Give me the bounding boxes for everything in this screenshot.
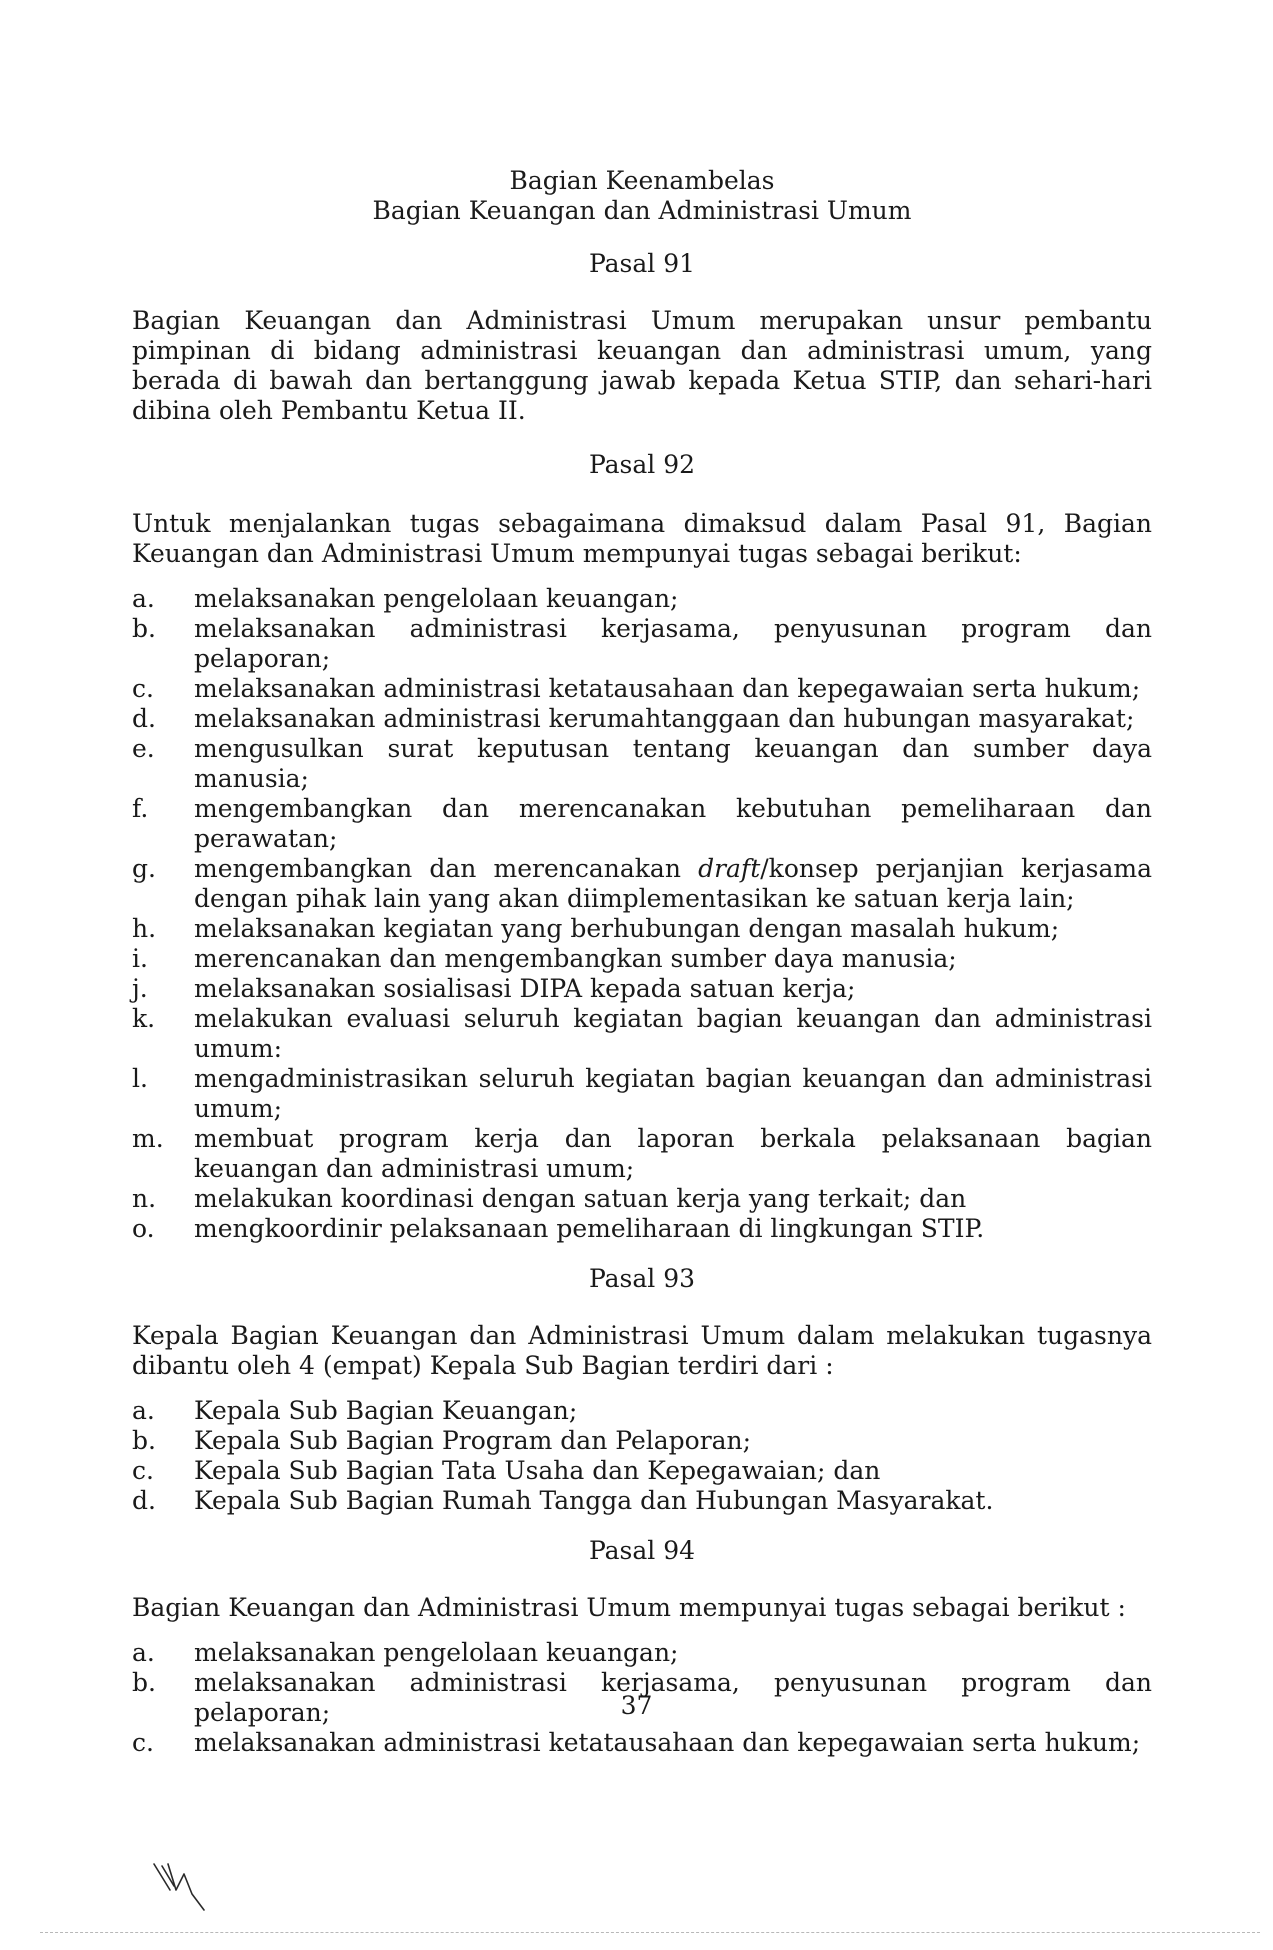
list-item xyxy=(132,1728,1152,1758)
list-item-label: g. xyxy=(132,854,156,883)
list-item-text: melaksanakan pengelolaan keuangan; xyxy=(194,1638,679,1667)
list-item xyxy=(132,794,1152,854)
list-item xyxy=(132,944,1152,974)
list-item xyxy=(132,1214,1152,1244)
list-item-text: Kepala Sub Bagian Program dan Pelaporan; xyxy=(194,1426,752,1455)
list-item xyxy=(132,914,1152,944)
draft-italic-term: draft xyxy=(698,854,761,883)
list-item-label: b. xyxy=(132,614,156,643)
list-item-label: c. xyxy=(132,674,154,703)
pasal-92-intro: Untuk menjalankan tugas sebagaimana dimaksud dalam Pasal 91, Bagian Keuangan dan Administrasi Umum mempunyai tugas sebagai berikut: xyxy=(132,509,1152,568)
list-item-text: mengusulkan surat keputusan tentang keuangan dan sumber daya manusia; xyxy=(194,734,1152,793)
pasal-93-list xyxy=(132,1396,1152,1516)
pasal-94-intro: Bagian Keuangan dan Administrasi Umum mempunyai tugas sebagai berikut : xyxy=(132,1593,1126,1622)
pasal-94-heading: Pasal 94 xyxy=(588,1536,696,1565)
list-item-text: mengkoordinir pelaksanaan pemeliharaan di lingkungan STIP. xyxy=(194,1214,985,1243)
list-item-text: Kepala Sub Bagian Keuangan; xyxy=(194,1396,578,1425)
pasal-91-text: Bagian Keuangan dan Administrasi Umum merupakan unsur pembantu pimpinan di bidang administrasi keuangan dan administrasi umum, yang berada di bawah dan bertanggung jawab kepada Ketua STIP, dan sehari-hari dibina oleh Pembantu Ketua II. xyxy=(132,306,1152,425)
page-number: 37 xyxy=(620,1691,653,1720)
list-item-label: o. xyxy=(132,1214,155,1243)
list-item-label: m. xyxy=(132,1124,164,1153)
list-item-text: melaksanakan pengelolaan keuangan; xyxy=(194,584,679,613)
list-item-text: melakukan koordinasi dengan satuan kerja yang terkait; dan xyxy=(194,1184,967,1213)
list-item xyxy=(132,614,1152,674)
pasal-91-heading: Pasal 91 xyxy=(588,249,696,278)
list-item-text: melaksanakan sosialisasi DIPA kepada satuan kerja; xyxy=(194,974,856,1003)
pasal-93-intro: Kepala Bagian Keuangan dan Administrasi Umum dalam melakukan tugasnya dibantu oleh 4 (empat) Kepala Sub Bagian terdiri dari : xyxy=(132,1321,1152,1380)
handwritten-initial-icon xyxy=(148,1860,208,1920)
list-item xyxy=(132,674,1152,704)
list-item xyxy=(132,704,1152,734)
scan-edge-line xyxy=(40,1932,1260,1933)
list-item-text: merencanakan dan mengembangkan sumber daya manusia; xyxy=(194,944,957,973)
list-item-text: Kepala Sub Bagian Tata Usaha dan Kepegawaian; dan xyxy=(194,1456,881,1485)
list-item-text: melaksanakan kegiatan yang berhubungan dengan masalah hukum; xyxy=(194,914,1060,943)
list-item-label: f. xyxy=(132,794,149,823)
list-item-label: b. xyxy=(132,1668,156,1697)
pasal-92-list xyxy=(132,584,1152,1244)
list-item-text: melaksanakan administrasi kerumahtanggaan dan hubungan masyarakat; xyxy=(194,704,1135,733)
list-item xyxy=(132,1456,1152,1486)
list-item xyxy=(132,1184,1152,1214)
list-item xyxy=(132,1004,1152,1064)
list-item-text: melakukan evaluasi seluruh kegiatan bagian keuangan dan administrasi umum: xyxy=(194,1004,1152,1063)
list-item-text: membuat program kerja dan laporan berkala pelaksanaan bagian keuangan dan administrasi umum; xyxy=(194,1124,1152,1183)
section-title: Bagian Keenambelas xyxy=(509,166,775,195)
list-item-label: l. xyxy=(132,1064,148,1093)
list-item xyxy=(132,1396,1152,1426)
list-item-text xyxy=(194,854,1152,914)
list-item xyxy=(132,734,1152,794)
list-item-label: i. xyxy=(132,944,148,973)
list-item-label: b. xyxy=(132,1426,156,1455)
list-item-label: d. xyxy=(132,1486,156,1515)
list-item-label: a. xyxy=(132,1638,155,1667)
list-item xyxy=(132,854,1152,914)
pasal-92-heading: Pasal 92 xyxy=(588,450,696,479)
list-item xyxy=(132,1124,1152,1184)
list-item-text: melaksanakan administrasi ketatausahaan dan kepegawaian serta hukum; xyxy=(194,674,1141,703)
list-item-text: mengadministrasikan seluruh kegiatan bagian keuangan dan administrasi umum; xyxy=(194,1064,1152,1123)
list-item-label: h. xyxy=(132,914,157,943)
list-item-label: a. xyxy=(132,1396,155,1425)
list-item xyxy=(132,974,1152,1004)
list-item-text-before: mengembangkan dan merencanakan xyxy=(194,854,699,883)
pasal-93-heading: Pasal 93 xyxy=(588,1264,696,1293)
section-subtitle: Bagian Keuangan dan Administrasi Umum xyxy=(372,196,912,225)
list-item-text-after: /konsep perjanjian kerjasama dengan pihak lain yang akan diimplementasikan ke satuan kerja lain; xyxy=(194,854,1153,913)
list-item-label: c. xyxy=(132,1456,154,1485)
document-body xyxy=(132,166,1152,1758)
list-item-label: e. xyxy=(132,734,155,763)
list-item-label: k. xyxy=(132,1004,156,1033)
list-item xyxy=(132,1426,1152,1456)
list-item-label: c. xyxy=(132,1728,154,1757)
list-item xyxy=(132,1638,1152,1668)
list-item xyxy=(132,1486,1152,1516)
list-item-text: melaksanakan administrasi kerjasama, penyusunan program dan pelaporan; xyxy=(194,614,1152,673)
list-item xyxy=(132,1064,1152,1124)
list-item-label: j. xyxy=(132,974,148,1003)
list-item-label: n. xyxy=(132,1184,157,1213)
list-item-label: d. xyxy=(132,704,156,733)
list-item xyxy=(132,584,1152,614)
list-item-text: Kepala Sub Bagian Rumah Tangga dan Hubungan Masyarakat. xyxy=(194,1486,994,1515)
list-item-label: a. xyxy=(132,584,155,613)
list-item-text: mengembangkan dan merencanakan kebutuhan pemeliharaan dan perawatan; xyxy=(194,794,1152,853)
list-item-text: melaksanakan administrasi kerjasama, penyusunan program dan pelaporan; xyxy=(194,1668,1152,1727)
list-item-text: melaksanakan administrasi ketatausahaan dan kepegawaian serta hukum; xyxy=(194,1728,1141,1757)
